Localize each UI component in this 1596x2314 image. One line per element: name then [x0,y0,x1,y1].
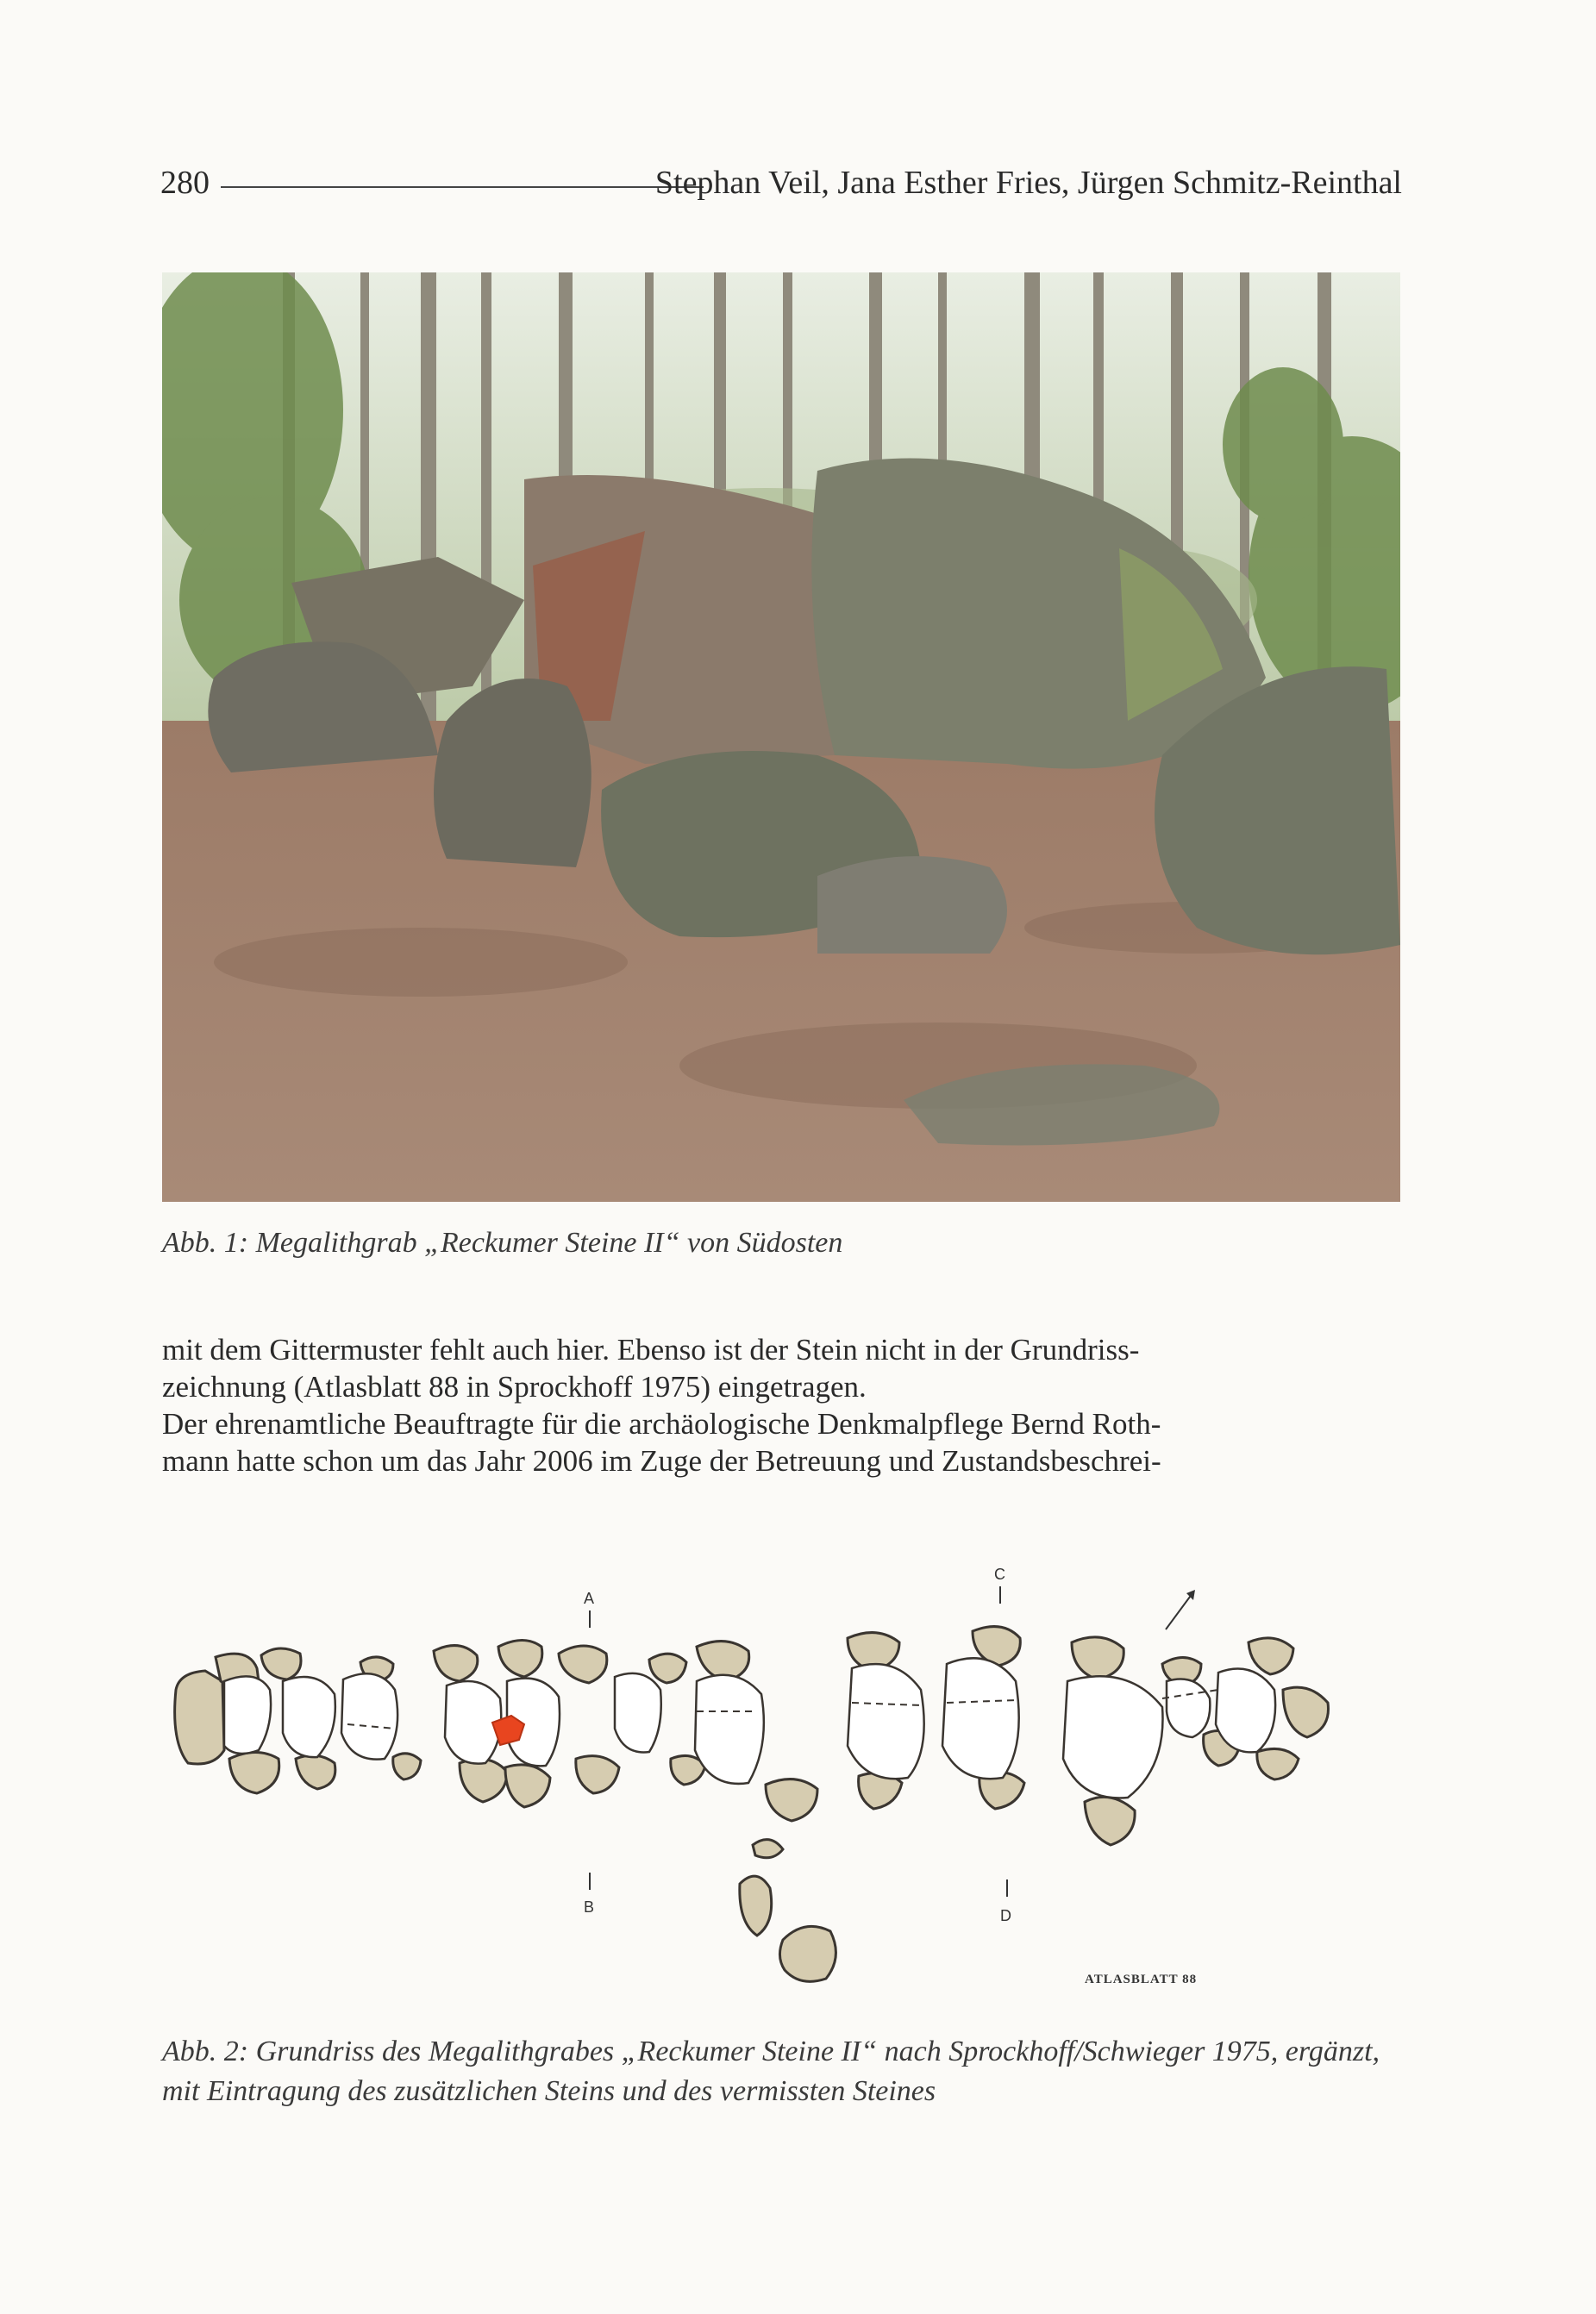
body-line: mit dem Gittermuster fehlt auch hier. Ebenso ist der Stein nicht in der Grundriss- [162,1333,1140,1367]
body-line: mann hatte schon um das Jahr 2006 im Zuge der Betreuung und Zustandsbeschrei- [162,1444,1161,1478]
ground-plan-drawing [162,1552,1400,2017]
section-label-b: B [584,1898,595,1916]
section-label-c: C [994,1566,1005,1583]
section-label-d: D [1000,1907,1011,1924]
figure-2-caption: Abb. 2: Grundriss des Megalithgrabes „Reckumer Steine II“ nach Sprockhoff/Schwieger 1975, ergänzt, mit Eintragung des zusätzlichen Steins und des vermissten Steines [162,2036,1380,2107]
body-text [162,1331,1400,1479]
running-head-authors: Stephan Veil, Jana Esther Fries, Jürgen Schmitz-Reinthal [654,165,1402,201]
body-line: zeichnung (Atlasblatt 88 in Sprockhoff 1975) eingetragen. [162,1370,867,1404]
atlas-sheet-label: ATLASBLATT 88 [1085,1973,1198,1986]
page-number: 280 [160,165,210,201]
megalith-photo [162,272,1400,1202]
north-arrow-icon [1166,1590,1195,1629]
body-line: Der ehrenamtliche Beauftragte für die archäologische Denkmalpflege Bernd Roth- [162,1407,1161,1441]
page-header [160,164,1402,207]
header-rule [221,186,704,188]
figure-1-caption: Abb. 1: Megalithgrab „Reckumer Steine II“ von Südosten [162,1227,843,1259]
section-label-a: A [584,1590,595,1607]
